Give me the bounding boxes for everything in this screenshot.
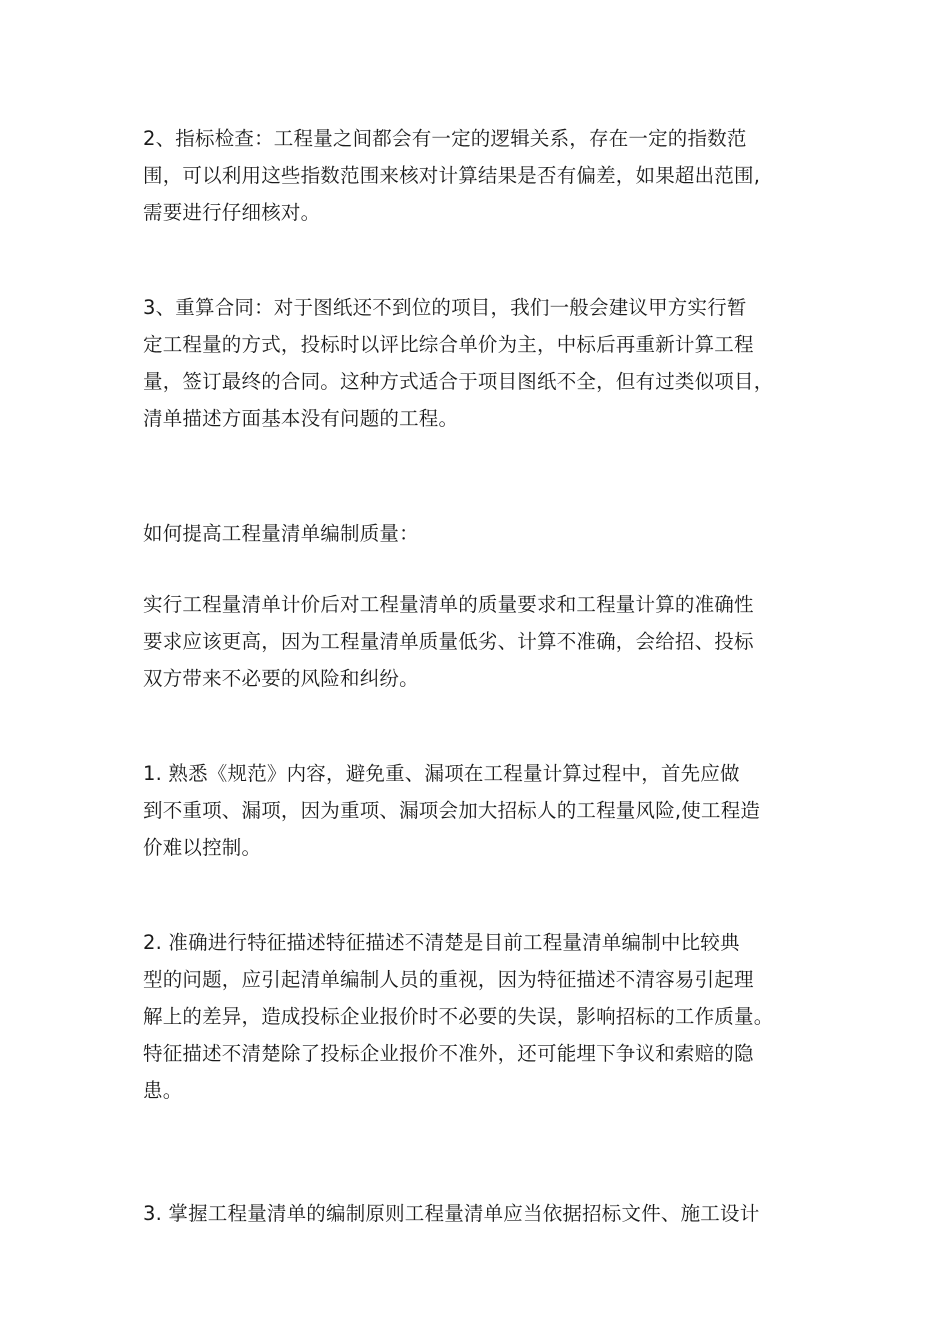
- text-line: 到不重项、漏项，因为重项、漏项会加大招标人的工程量风险,使工程造: [143, 799, 761, 822]
- text-line: 量，签订最终的合同。这种方式适合于项目图纸不全，但有过类似项目，: [143, 370, 774, 393]
- text-line: 特征描述不清楚除了投标企业报价不准外，还可能埋下争议和索赔的隐: [143, 1042, 754, 1065]
- text-line: 实行工程量清单计价后对工程量清单的质量要求和工程量计算的准确性: [143, 593, 754, 616]
- text-line: 清单描述方面基本没有问题的工程。: [143, 407, 459, 430]
- paragraph-recalculate-contract: [143, 289, 833, 437]
- paragraph-item-2: [143, 924, 833, 1109]
- paragraph-indicator-check: [143, 120, 833, 231]
- text-line: 定工程量的方式，投标时以评比综合单价为主，中标后再重新计算工程: [143, 333, 754, 356]
- text-line: 1. 熟悉《规范》内容，避免重、漏项在工程量计算过程中，首先应做: [143, 762, 740, 785]
- text-line: 2、指标检查：工程量之间都会有一定的逻辑关系，存在一定的指数范: [143, 127, 747, 150]
- paragraph-quality-intro: [143, 586, 833, 697]
- text-line: 3、重算合同：对于图纸还不到位的项目，我们一般会建议甲方实行暂: [143, 296, 747, 319]
- paragraph-item-1: [143, 755, 833, 866]
- text-line: 要求应该更高，因为工程量清单质量低劣、计算不准确，会给招、投标: [143, 630, 754, 653]
- text-line: 需要进行仔细核对。: [143, 201, 321, 224]
- section-heading: 如何提高工程量清单编制质量：: [143, 522, 419, 545]
- text-line: 3. 掌握工程量清单的编制原则工程量清单应当依据招标文件、施工设计: [143, 1202, 760, 1225]
- text-line: 2. 准确进行特征描述特征描述不清楚是目前工程量清单编制中比较典: [143, 931, 740, 954]
- text-line: 双方带来不必要的风险和纠纷。: [143, 667, 419, 690]
- paragraph-item-3: [143, 1195, 833, 1232]
- text-line: 型的问题，应引起清单编制人员的重视，因为特征描述不清容易引起理: [143, 968, 754, 991]
- paragraph-quality-heading: [143, 515, 833, 552]
- text-line: 围，可以利用这些指数范围来核对计算结果是否有偏差，如果超出范围,: [143, 164, 761, 187]
- text-line: 患。: [143, 1079, 183, 1102]
- text-line: 价难以控制。: [143, 836, 262, 859]
- text-line: 解上的差异，造成投标企业报价时不必要的失误，影响招标的工作质量。: [143, 1005, 774, 1028]
